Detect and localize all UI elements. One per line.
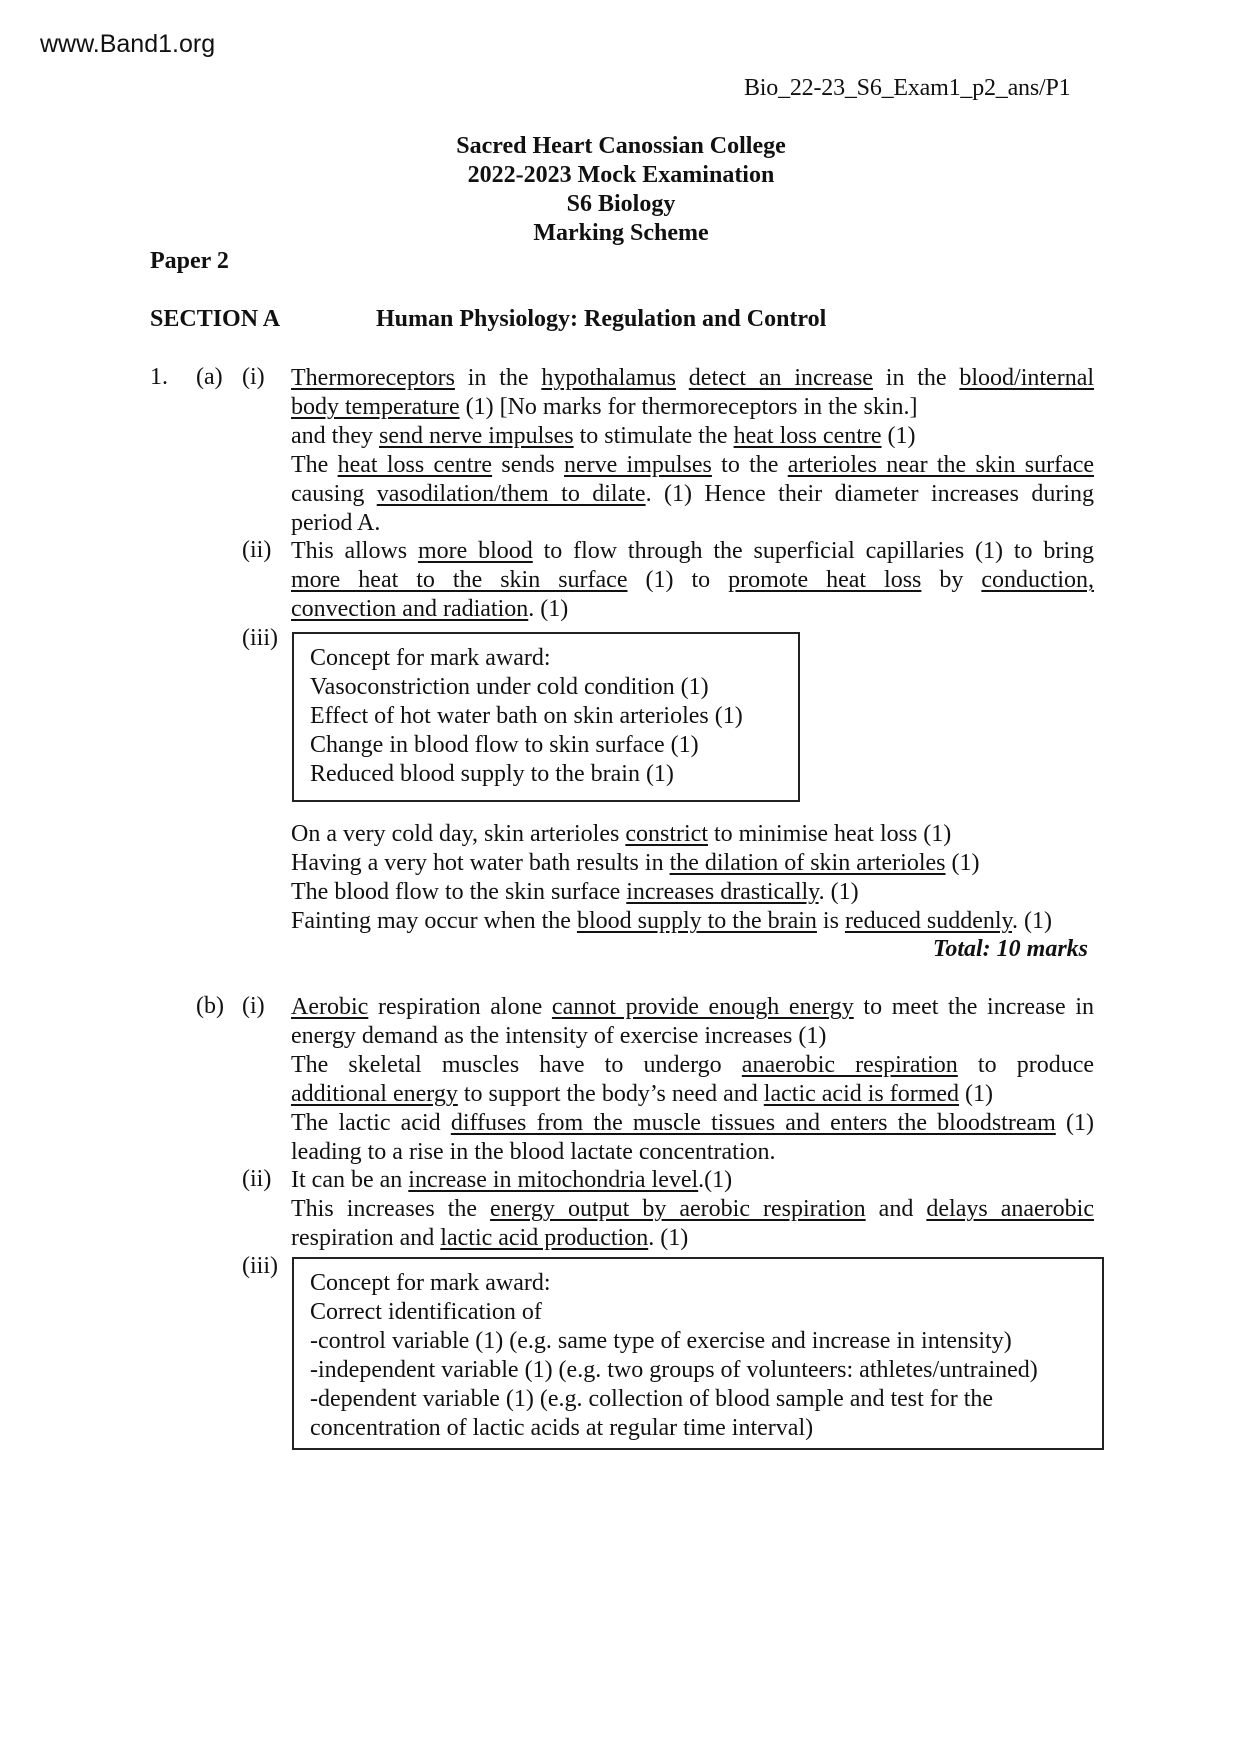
text-segment: On a very cold day, skin arterioles: [291, 821, 626, 847]
key-phrase: Aerobic: [291, 994, 369, 1020]
answer-line: [291, 364, 1094, 393]
key-phrase: detect an increase: [688, 365, 873, 391]
text-segment: in the: [454, 365, 542, 391]
answer-line: [291, 595, 1094, 624]
text-segment: The lactic acid: [291, 1110, 451, 1136]
text-segment: to flow through the superficial capillaries (1) to bring: [532, 538, 1095, 564]
key-phrase: lactic acid is formed: [763, 1081, 960, 1107]
text-segment: to produce: [957, 1052, 1094, 1078]
text-segment: and they: [291, 423, 379, 449]
answer-line: [291, 878, 1094, 907]
text-segment: and: [865, 1196, 927, 1222]
text-segment: .(1): [698, 1167, 733, 1193]
text-segment: respiration and: [291, 1225, 441, 1251]
subject-title: S6 Biology: [566, 191, 676, 217]
text-segment: energy demand as the intensity of exercise increases (1): [291, 1023, 827, 1049]
text-segment: This increases the: [291, 1196, 491, 1222]
box-line: -dependent variable (1) (e.g. collection of blood sample and test for the: [310, 1386, 994, 1412]
text-segment: to stimulate the: [573, 423, 734, 449]
key-phrase: more blood: [417, 538, 533, 564]
box-line: Vasoconstriction under cold condition (1): [310, 674, 709, 700]
text-segment: Having a very hot water bath results in: [291, 850, 670, 876]
answer-line: [291, 907, 1094, 936]
box-line: Effect of hot water bath on skin arterioles (1): [310, 703, 743, 729]
question-number: 1.: [150, 364, 168, 390]
text-segment: The: [291, 452, 338, 478]
box-line: Correct identification of: [310, 1299, 542, 1325]
part-b-iii-label: (iii): [242, 1253, 278, 1279]
key-phrase: body temperature: [291, 394, 460, 420]
answer-line: [291, 566, 1094, 595]
part-a-iii-label: (iii): [242, 625, 278, 651]
part-b-label: (b): [196, 993, 224, 1019]
answer-line: [291, 480, 1094, 509]
answer-a-iii: [291, 820, 1094, 936]
key-phrase: heat loss centre: [337, 452, 493, 478]
key-phrase: reduced suddenly: [844, 908, 1012, 934]
key-phrase: diffuses from the muscle tissues and enters the bloodstream: [450, 1110, 1056, 1136]
answer-line: [291, 993, 1094, 1022]
answer-line: [291, 509, 1094, 538]
box-line: Concept for mark award:: [310, 645, 551, 671]
answer-line: [291, 1080, 1094, 1109]
text-segment: causing: [291, 481, 377, 507]
answer-line: [291, 1138, 1094, 1167]
key-phrase: increases drastically: [626, 879, 819, 905]
text-segment: to the: [711, 452, 788, 478]
answer-line: [291, 393, 1094, 422]
key-phrase: promote heat loss: [728, 567, 922, 593]
answer-b-i: [291, 993, 1094, 1167]
box-line: -independent variable (1) (e.g. two groups of volunteers: athletes/untrained): [310, 1357, 1038, 1383]
text-segment: . (1): [648, 1225, 689, 1251]
text-segment: leading to a rise in the blood lactate concentration.: [291, 1139, 776, 1165]
box-line: Change in blood flow to skin surface (1): [310, 732, 699, 758]
page-reference: Bio_22-23_S6_Exam1_p2_ans/P1: [744, 75, 1071, 101]
answer-line: [291, 1224, 1094, 1253]
text-segment: The blood flow to the skin surface: [291, 879, 627, 905]
school-name: Sacred Heart Canossian College: [456, 133, 786, 159]
key-phrase: delays anaerobic: [926, 1196, 1094, 1222]
section-title: Human Physiology: Regulation and Control: [376, 306, 827, 332]
text-segment: It can be an: [291, 1167, 409, 1193]
answer-line: [291, 1195, 1094, 1224]
answer-line: [291, 1109, 1094, 1138]
key-phrase: heat loss centre: [733, 423, 882, 449]
text-segment: This allows: [291, 538, 418, 564]
text-segment: period A.: [291, 510, 381, 536]
key-phrase: increase in mitochondria level: [408, 1167, 699, 1193]
text-segment: by: [921, 567, 982, 593]
answer-line: [291, 1022, 1094, 1051]
key-phrase: conduction,: [981, 567, 1095, 593]
answer-line: [291, 537, 1094, 566]
mark-award-box-b: [292, 1257, 1104, 1450]
text-segment: (1) to: [627, 567, 729, 593]
box-line: Concept for mark award:: [310, 1270, 551, 1296]
part-a-label: (a): [196, 364, 223, 390]
text-segment: Fainting may occur when the: [291, 908, 577, 934]
key-phrase: more heat to the skin surface: [291, 567, 628, 593]
text-segment: [676, 365, 689, 391]
text-segment: (1): [881, 423, 916, 449]
text-segment: . (1): [528, 596, 569, 622]
part-b-i-label: (i): [242, 993, 265, 1019]
exam-title: 2022-2023 Mock Examination: [467, 162, 775, 188]
answer-b-ii: [291, 1166, 1094, 1253]
box-line: -control variable (1) (e.g. same type of exercise and increase in intensity): [310, 1328, 1012, 1354]
answer-line: [291, 849, 1094, 878]
key-phrase: anaerobic respiration: [741, 1052, 958, 1078]
key-phrase: convection and radiation: [291, 596, 529, 622]
paper-label: Paper 2: [150, 248, 229, 274]
key-phrase: energy output by aerobic respiration: [490, 1196, 866, 1222]
text-segment: (1): [945, 850, 980, 876]
key-phrase: hypothalamus: [541, 365, 676, 391]
text-segment: respiration alone: [368, 994, 552, 1020]
text-segment: (1): [959, 1081, 994, 1107]
key-phrase: blood/internal: [959, 365, 1095, 391]
key-phrase: Thermoreceptors: [291, 365, 455, 391]
mark-award-box-a: [292, 632, 800, 802]
answer-line: [291, 820, 1094, 849]
section-label: SECTION A: [150, 306, 281, 332]
box-line: concentration of lactic acids at regular time interval): [310, 1415, 814, 1441]
answer-a-ii: [291, 537, 1094, 624]
text-segment: sends: [492, 452, 564, 478]
key-phrase: the dilation of skin arterioles: [669, 850, 946, 876]
key-phrase: nerve impulses: [563, 452, 712, 478]
text-segment: (1): [1055, 1110, 1094, 1136]
text-segment: to meet the increase in: [853, 994, 1094, 1020]
key-phrase: send nerve impulses: [378, 423, 574, 449]
answer-line: [291, 422, 1094, 451]
text-segment: . (1) Hence their diameter increases during: [645, 481, 1094, 507]
part-b-ii-label: (ii): [242, 1166, 272, 1192]
key-phrase: arterioles near the skin surface: [787, 452, 1095, 478]
key-phrase: additional energy: [291, 1081, 458, 1107]
answer-a-i: [291, 364, 1094, 538]
text-segment: . (1): [818, 879, 859, 905]
text-segment: to minimise heat loss (1): [707, 821, 952, 847]
text-segment: to support the body’s need and: [457, 1081, 764, 1107]
answer-line: [291, 1166, 1094, 1195]
scheme-title: Marking Scheme: [533, 220, 709, 246]
key-phrase: lactic acid production: [440, 1225, 649, 1251]
text-segment: (1) [No marks for thermoreceptors in the skin.]: [459, 394, 918, 420]
key-phrase: vasodilation/them to dilate: [376, 481, 646, 507]
key-phrase: cannot provide enough energy: [551, 994, 854, 1020]
part-a-i-label: (i): [242, 364, 265, 390]
text-segment: The skeletal muscles have to undergo: [291, 1052, 742, 1078]
total-marks: Total: 10 marks: [932, 936, 1088, 962]
text-segment: in the: [872, 365, 960, 391]
answer-line: [291, 1051, 1094, 1080]
text-segment: is: [816, 908, 845, 934]
watermark: www.Band1.org: [40, 30, 216, 58]
key-phrase: constrict: [625, 821, 708, 847]
text-segment: . (1): [1012, 908, 1052, 934]
box-line: Reduced blood supply to the brain (1): [310, 761, 674, 787]
key-phrase: blood supply to the brain: [576, 908, 817, 934]
part-a-ii-label: (ii): [242, 537, 272, 563]
answer-line: [291, 451, 1094, 480]
